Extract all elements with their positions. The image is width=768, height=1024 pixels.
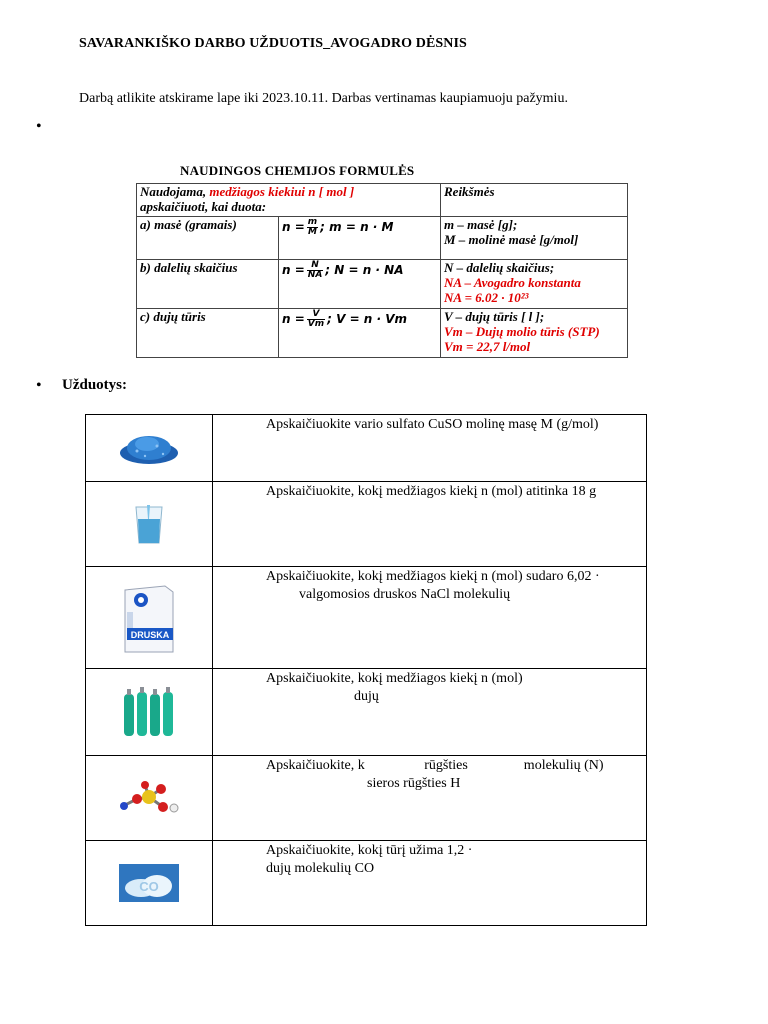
task-text-line2: sieros rūgšties H — [367, 776, 461, 791]
formula-pre: n = — [282, 263, 305, 277]
formula-pre: n = — [282, 312, 305, 326]
task-text: Apskaičiuokite, kokį medžiagos kiekį n (mol) atitinka 18 g — [266, 484, 597, 499]
task-text-cell — [213, 482, 647, 567]
co2-text: CO — [139, 879, 159, 894]
intro-text: Darbą atlikite atskirame lape iki 2023.10.11. Darbas vertinamas kaupiamuoju pažymiu. — [79, 91, 568, 106]
formula-row — [137, 260, 628, 309]
task-row — [86, 841, 647, 926]
fraction — [307, 261, 324, 280]
task-image-cell — [86, 669, 213, 756]
task-text: Apskaičiuokite, kokį tūrį užima 1,2 · — [266, 843, 473, 858]
row-label: c) dujų tūris — [140, 309, 206, 324]
header-left-text-2: apskaičiuoti, kai duota: — [140, 198, 267, 214]
copper-sulfate-image — [119, 431, 179, 465]
task-text-cell — [213, 841, 647, 926]
task-text-cell — [213, 415, 647, 482]
sulfuric-acid-molecule-image — [115, 781, 183, 815]
tasks-table — [85, 414, 647, 926]
task-text: Apskaičiuokite vario sulfato CuSO molinę masę M (g/mol) — [266, 417, 599, 432]
header-left-text: Naudojama, — [140, 184, 210, 199]
formula-row-label — [137, 260, 279, 309]
value-line: Vm – Dujų molio tūris (STP) — [444, 323, 600, 339]
value-line: NA = 6.02 · 10²³ — [444, 289, 529, 305]
fraction-numerator: V — [307, 310, 325, 320]
water-glass-image — [133, 503, 165, 545]
task-row — [86, 482, 647, 567]
formula-row-values — [441, 217, 628, 260]
value-line: M – molinė masė [g/mol] — [444, 231, 579, 247]
task-image-cell — [86, 482, 213, 567]
value-line: N – dalelių skaičius; — [444, 260, 555, 275]
header-left-red-text: medžiagos kiekiui n [ mol ] — [209, 184, 355, 199]
task-text-line2: dujų molekulių CO — [266, 861, 375, 876]
fraction — [307, 310, 325, 329]
task-image-cell — [86, 756, 213, 841]
formula-header-right — [441, 184, 628, 217]
task-text-cell — [213, 567, 647, 669]
formula-table — [136, 183, 628, 358]
task-row — [86, 756, 647, 841]
task-row — [86, 567, 647, 669]
formula-post: ; m = n · M — [320, 220, 394, 234]
task-text: Apskaičiuokite, k rūgšties molekulių (N) — [266, 758, 604, 773]
task-text-line2: valgomosios druskos NaCl molekulių — [299, 587, 511, 602]
formula-row-formula — [279, 217, 441, 260]
formula-row-values — [441, 260, 628, 309]
fraction-denominator: M — [307, 227, 317, 237]
value-line: Vm = 22,7 l/mol — [444, 338, 531, 354]
task-text: Apskaičiuokite, kokį medžiagos kiekį n (mol) — [266, 671, 523, 686]
task-image-cell — [86, 841, 213, 926]
task-text-cell — [213, 756, 647, 841]
task-row — [86, 669, 647, 756]
fraction-numerator: N — [307, 261, 324, 271]
task-image-cell — [86, 415, 213, 482]
gas-cylinders-image — [120, 686, 178, 738]
value-line: NA – Avogadro konstanta — [444, 274, 581, 290]
fraction — [307, 218, 318, 237]
formula-pre: n = — [282, 220, 305, 234]
tasks-heading: Užduotys: — [62, 377, 128, 393]
formula-post: ; V = n · Vm — [327, 312, 408, 326]
salt-brand-text: DRUSKA — [130, 629, 170, 640]
fraction-denominator: NA — [307, 270, 323, 280]
formula-table-title: NAUDINGOS CHEMIJOS FORMULĖS — [180, 163, 415, 178]
formula-header-row — [137, 184, 628, 217]
formula-row — [137, 309, 628, 358]
value-line: V – dujų tūris [ l ]; — [444, 309, 545, 324]
row-label: b) dalelių skaičius — [140, 260, 238, 275]
formula-row-values — [441, 309, 628, 358]
header-right-text: Reikšmės — [444, 184, 495, 199]
document-title: SAVARANKIŠKO DARBO UŽDUOTIS_AVOGADRO DĖSNIS — [79, 36, 467, 51]
task-text: Apskaičiuokite, kokį medžiagos kiekį n (mol) sudaro 6,02 · — [266, 569, 600, 584]
task-text-cell — [213, 669, 647, 756]
salt-package-image — [121, 582, 177, 654]
fraction-numerator: m — [307, 217, 318, 227]
formula-row-label — [137, 309, 279, 358]
row-label: a) masė (gramais) — [140, 217, 237, 232]
task-image-cell — [86, 567, 213, 669]
formula-post: ; N = n · NA — [325, 263, 404, 277]
value-line: m – masė [g]; — [444, 217, 518, 232]
bullet-marker: • — [36, 377, 42, 394]
task-row — [86, 415, 647, 482]
formula-row — [137, 217, 628, 260]
formula-row-formula — [279, 260, 441, 309]
formula-header-left — [137, 184, 441, 217]
task-text-line2: dujų — [354, 689, 379, 704]
formula-row-formula — [279, 309, 441, 358]
fraction-denominator: Vm — [307, 319, 325, 329]
bullet-marker: • — [36, 118, 42, 135]
formula-row-label — [137, 217, 279, 260]
co2-cloud-image — [119, 864, 179, 902]
